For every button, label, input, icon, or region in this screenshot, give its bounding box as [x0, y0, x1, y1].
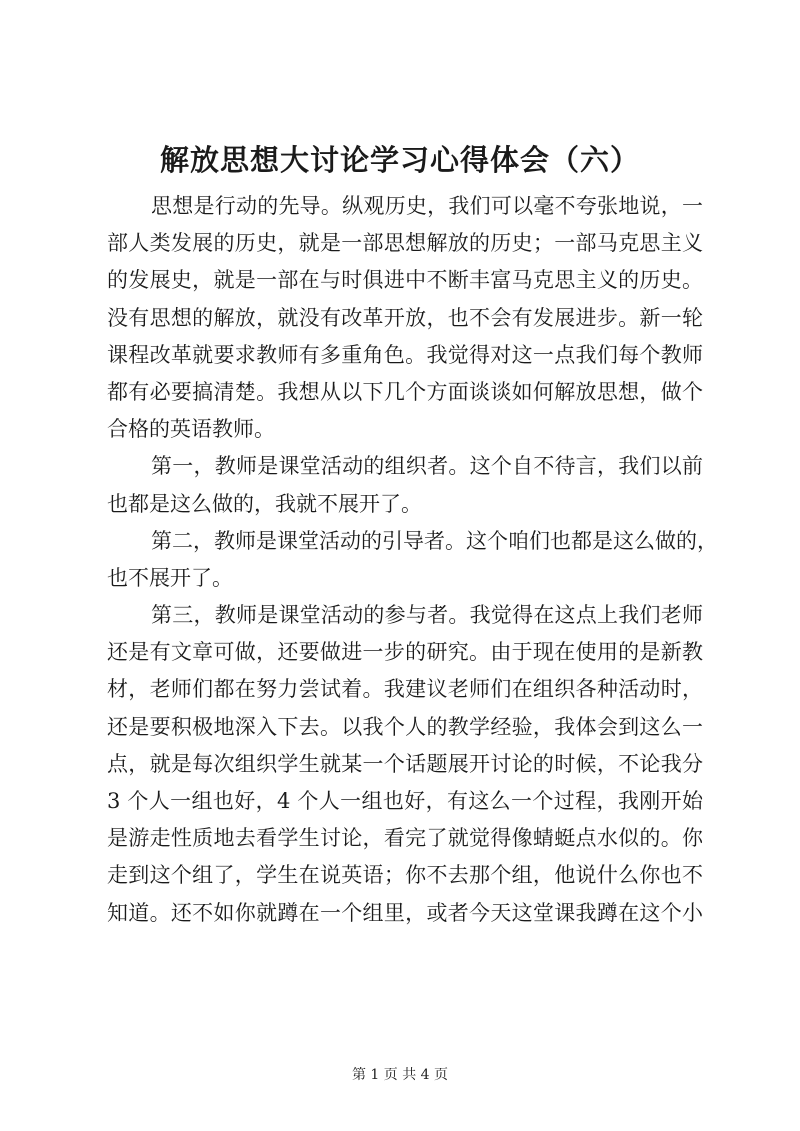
page-number-footer: 第 1 页 共 4 页 — [351, 1067, 449, 1083]
paragraph-line: 都有必要搞清楚。我想从以下几个方面谈谈如何解放思想，做个 — [107, 379, 703, 404]
paragraph-line: 还是要积极地深入下去。以我个人的教学经验，我体会到这么一 — [107, 714, 703, 739]
paragraph-line: 第一，教师是课堂活动的组织者。这个自不待言，我们以前 — [151, 454, 703, 479]
paragraph-line: 第三，教师是课堂活动的参与者。我觉得在这点上我们老师 — [151, 603, 703, 628]
document-body — [107, 188, 718, 932]
paragraph-line: 知道。还不如你就蹲在一个组里，或者今天这堂课我蹲在这个小 — [107, 900, 703, 925]
document-title: 解放思想大讨论学习心得体会（六） — [159, 143, 640, 177]
paragraph-line: 合格的英语教师。 — [107, 417, 275, 442]
paragraph-line: 走到这个组了，学生在说英语；你不去那个组，他说什么你也不 — [107, 863, 703, 888]
paragraph-line: 课程改革就要求教师有多重角色。我觉得对这一点我们每个教师 — [107, 342, 703, 367]
paragraph-line: 第二，教师是课堂活动的引导者。这个咱们也都是这么做的， — [151, 528, 718, 553]
paragraph-line: 没有思想的解放，就没有改革开放，也不会有发展进步。新一轮 — [107, 305, 703, 330]
paragraph-line: 部人类发展的历史，就是一部思想解放的历史；一部马克思主义 — [107, 231, 703, 256]
paragraph-line: 3 个人一组也好，4 个人一组也好，有这么一个过程，我刚开始 — [107, 789, 703, 813]
paragraph-line: 点，就是每次组织学生就某一个话题展开讨论的时候，不论我分 — [107, 751, 703, 776]
paragraph-line: 也都是这么做的，我就不展开了。 — [107, 491, 422, 516]
paragraph-line: 材，老师们都在努力尝试着。我建议老师们在组织各种活动时， — [107, 677, 703, 702]
paragraph-line: 的发展史，就是一部在与时俱进中不断丰富马克思主义的历史。 — [107, 268, 703, 293]
paragraph-line: 还是有文章可做，还要做进一步的研究。由于现在使用的是新教 — [107, 640, 703, 665]
paragraph-line: 思想是行动的先导。纵观历史，我们可以毫不夸张地说，一 — [151, 194, 703, 218]
paragraph-line: 是游走性质地去看学生讨论，看完了就觉得像蜻蜓点水似的。你 — [107, 826, 703, 851]
paragraph-line: 也不展开了。 — [107, 565, 233, 590]
